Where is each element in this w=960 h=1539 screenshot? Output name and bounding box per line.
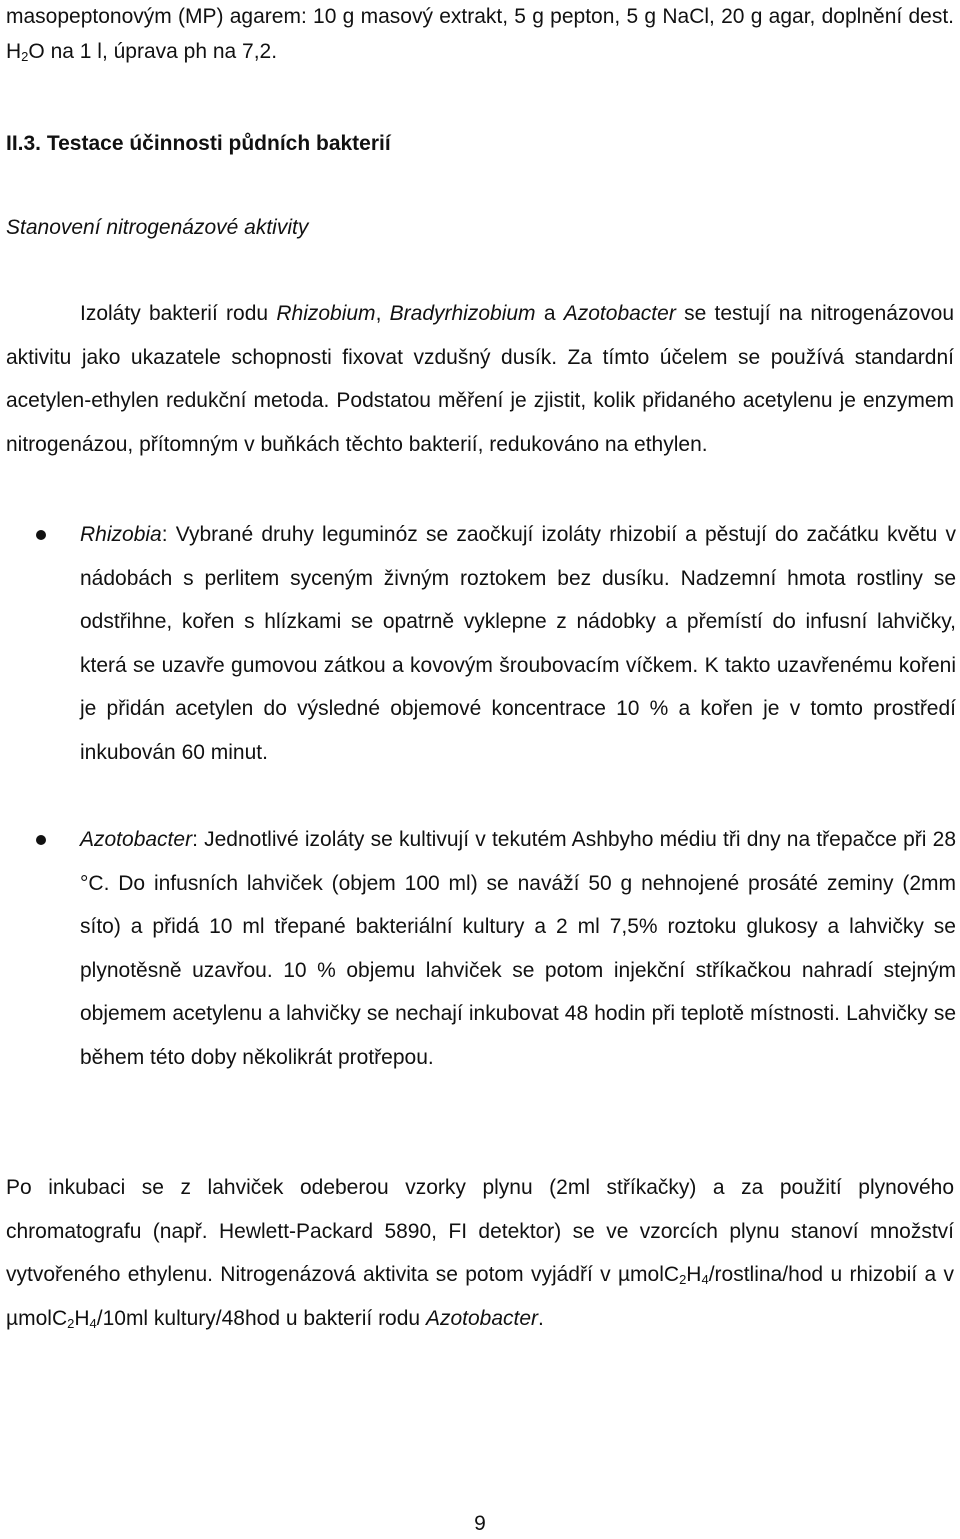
intro-text-2: O na 1 l, úprava ph na 7,2. — [28, 40, 278, 63]
para2-text-6: . — [538, 1306, 544, 1330]
bullet-text: : Jednotlivé izoláty se kultivují v tekutém Ashbyho médiu tři dny na třepačce při 28 °C. Do infusních lahviček (objem 100 ml) se naváží 50 g nehnojené prosáté zeminy (2mm síto) a přidá 10 ml třepané bakteriální kultury a 2 ml 7,5% roztoku glukosy a lahvičky se plynotěsně uzavřou. 10 % objemu lahviček se potom injekční stříkačkou nahradí stejným objemem acetylenu a lahvičky se nechají inkubovat 48 hodin při teplotě místnosti. Lahvičky se během této doby několikrát protřepou. — [80, 828, 956, 1069]
analysis-paragraph — [6, 1166, 954, 1340]
bullet-item-rhizobia — [80, 513, 956, 775]
para1-genus-bradyrhizobium: Bradyrhizobium — [389, 302, 536, 325]
para2-subscript: 4 — [89, 1315, 97, 1331]
section-subheading: Stanovení nitrogenázové aktivity — [6, 216, 309, 239]
para1-genus-rhizobium: Rhizobium — [276, 302, 376, 325]
bullet-dot — [36, 530, 46, 540]
bullet-lead: Azotobacter — [80, 828, 193, 851]
bullet-lead: Rhizobia — [80, 523, 162, 546]
section-heading: II.3. Testace účinnosti půdních bakterií — [6, 132, 391, 155]
intro-subscript: 2 — [21, 49, 29, 64]
bullet-text: : Vybrané druhy leguminóz se zaočkují izoláty rhizobií a pěstují do začátku květu v nádobách s perlitem syceným živným roztokem bez dusíku. Nadzemní hmota rostliny se odstřihne, kořen s hlízkami se opatrně vyklepne z nádobky a přemístí do infusní lahvičky, která se uzavře gumovou zátkou a kovovým šroubovacím víčkem. K takto uzavřenému kořeni je přidán acetylen do výsledné objemové koncentrace 10 % a kořen je v tomto prostředí inkubován 60 minut. — [80, 523, 956, 764]
intro-text-1: masopeptonovým (MP) agarem: 10 g masový extrakt, 5 g pepton, 5 g NaCl, 20 g agar, doplnění dest. H — [6, 5, 954, 63]
para2-text-4: H — [74, 1306, 90, 1330]
para1-text-4: se testují na nitrogenázovou aktivitu jako ukazatele schopnosti fixovat vzdušný dusík. Za tímto účelem se používá standardní acetylen-ethylen redukční metoda. Podstatou měření je zjistit, kolik přidaného acetylenu je enzymem nitrogenázou, přítomným v buňkách těchto bakterií, redukováno na ethylen. — [6, 302, 954, 456]
intro-paragraph — [6, 0, 954, 69]
para1-genus-azotobacter: Azotobacter — [563, 302, 676, 325]
para1-text-1: Izoláty bakterií rodu — [80, 302, 277, 325]
para2-subscript: 4 — [701, 1272, 709, 1287]
para2-text-1: Po inkubaci se z lahviček odeberou vzorky plynu (2ml stříkačky) a za použití plynového chromatografu (např. Hewlett-Packard 5890, FI detektor) se ve vzorcích plynu stanoví množství vytvořeného ethylenu. Nitrogenázová aktivita se potom vyjádří v µmolC — [6, 1176, 954, 1286]
para2-text-5: /10ml kultury/48hod u bakterií rodu — [96, 1306, 426, 1330]
page-number: 9 — [474, 1512, 486, 1535]
para2-subscript: 2 — [679, 1272, 687, 1287]
bullet-item-azotobacter — [80, 818, 956, 1080]
para2-subscript: 2 — [67, 1315, 75, 1331]
bullet-dot — [36, 835, 46, 845]
para1-text-3: a — [535, 302, 564, 325]
para2-text-3: /rostlina/hod u rhizobií a v µmolC — [6, 1263, 954, 1330]
para2-text-2: H — [686, 1263, 702, 1286]
para1-text-2: , — [375, 302, 390, 325]
para2-genus-azotobacter: Azotobacter — [425, 1306, 539, 1330]
intro-methods-paragraph — [6, 292, 954, 466]
